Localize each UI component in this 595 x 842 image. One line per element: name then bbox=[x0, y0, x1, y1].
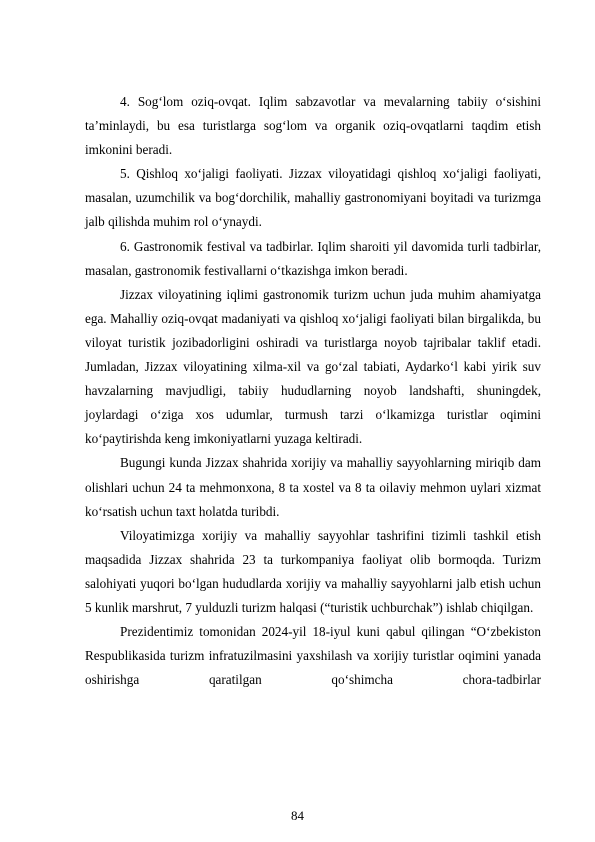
paragraph-festivals: 6. Gastronomik festival va tadbirlar. Iqlim sharoiti yil davomida turli tadbirlar, masalan, gastronomik festivallarni o‘tkazishga imkon beradi. bbox=[85, 238, 541, 278]
paragraph-healthy-food: 4. Sog‘lom oziq-ovqat. Iqlim sabzavotlar va mevalarning tabiiy o‘sishini ta’minlaydi, bu esa turistlarga sog‘lom va organik oziq-ovqatlarni taqdim etish imkonini beradi. bbox=[85, 94, 541, 158]
paragraph-presidential-decree: Prezidentimiz tomonidan 2024-yil 18-iyul kuni qabul qilingan “O‘zbekiston Respublikasida turizm infratuzilmasini yaxshilash va xorijiy turistlar oqimini yanada oshirishga qaratilgan qo‘shimcha chora-tadbirlar bbox=[85, 624, 541, 688]
paragraph-climate-importance: Jizzax viloyatining iqlimi gastronomik turizm uchun juda muhim ahamiyatga ega. Mahalliy oziq-ovqat madaniyati va qishloq xo‘jaligi faoliyati bilan birgalikda, bu viloyat turistik jozibadorligini oshiradi va turistlarga noyob tajribalar taklif etadi. Jumladan, Jizzax viloyatining xilma-xil va go‘zal tabiati, Aydarko‘l kabi yirik suv havzalarning mavjudligi, tabiiy hududlarning noyob landshafti, shuningdek, joylardagi o‘ziga xos udumlar, turmush tarzi o‘lkamizga turistlar oqimini ko‘paytirishda keng imkoniyatlarni yuzaga keltiradi. bbox=[85, 286, 541, 447]
paragraph-hotels: Bugungi kunda Jizzax shahrida xorijiy va mahalliy sayyohlarning miriqib dam olishlari uchun 24 ta mehmonxona, 8 ta xostel va 8 ta oilaviy mehmon uylari xizmat ko‘rsatish uchun taxt holatda turibdi. bbox=[85, 455, 541, 519]
paragraph-agriculture: 5. Qishloq xo‘jaligi faoliyati. Jizzax viloyatidagi qishloq xo‘jaligi faoliyati, masalan, uzumchilik va bog‘dorchilik, mahalliy gastronomiyani boyitadi va turizmga jalb qilishda muhim rol o‘ynaydi. bbox=[85, 166, 541, 230]
document-body bbox=[85, 90, 541, 692]
paragraph-tour-companies: Viloyatimizga xorijiy va mahalliy sayyohlar tashrifini tizimli tashkil etish maqsadida Jizzax shahrida 23 ta turkompaniya faoliyat olib bormoqda. Turizm salohiyati yuqori bo‘lgan hududlarda xorijiy va mahalliy sayyohlarni jalb etish uchun 5 kunlik marshrut, 7 yulduzli turizm halqasi (“turistik uchburchak”) ishlab chiqilgan. bbox=[85, 527, 541, 615]
page-number: 84 bbox=[291, 808, 304, 823]
